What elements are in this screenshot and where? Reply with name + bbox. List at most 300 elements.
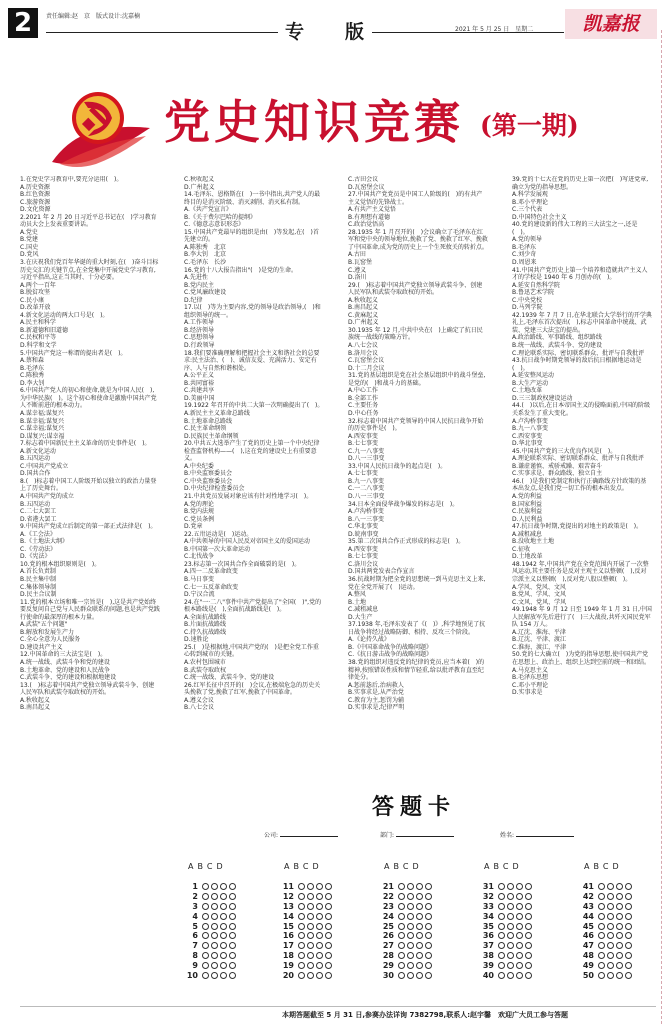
- question-option: C.共建共享: [184, 387, 215, 395]
- answer-bubble[interactable]: [507, 962, 514, 969]
- answer-bubble[interactable]: [425, 883, 432, 890]
- answer-number: 11: [282, 882, 294, 891]
- answer-bubble[interactable]: [229, 893, 236, 900]
- question-option: C.民主革命纲领: [184, 425, 227, 433]
- question-option: C.武装斗争、党的建设和根据地建设: [20, 674, 117, 682]
- answer-bubble[interactable]: [498, 932, 505, 939]
- question-option: D.实事求是,纪律严明: [348, 704, 405, 712]
- answer-bubble[interactable]: [598, 913, 605, 920]
- answer-bubble[interactable]: [616, 942, 623, 949]
- answer-bubble[interactable]: [607, 893, 614, 900]
- answer-bubble[interactable]: [229, 923, 236, 930]
- answer-bubble[interactable]: [616, 923, 623, 930]
- answer-bubble[interactable]: [425, 903, 432, 910]
- answer-bubble[interactable]: [425, 952, 432, 959]
- question-item: [348, 501, 488, 539]
- answer-bubble[interactable]: [607, 942, 614, 949]
- answer-bubble[interactable]: [298, 883, 305, 890]
- answer-bubble[interactable]: [202, 962, 209, 969]
- answer-bubble[interactable]: [525, 932, 532, 939]
- answer-bubble[interactable]: [407, 952, 414, 959]
- answer-bubble[interactable]: [416, 962, 423, 969]
- question-option: C.实事求是、群众路线、独立自主: [512, 470, 603, 478]
- answer-bubble[interactable]: [316, 942, 323, 949]
- answer-bubble[interactable]: [607, 903, 614, 910]
- question-item: [20, 651, 160, 681]
- question-option: C.《德意志意识形态》: [184, 221, 245, 229]
- question-option: A.党的利益: [512, 492, 542, 500]
- answer-bubble[interactable]: [525, 942, 532, 949]
- question-stem: 38.党的组织对违反党的纪律的党员,应当本着( )的精神,按照错误性质和情节轻重,给以批评教育直至纪律处分。: [348, 659, 485, 682]
- answer-bubble[interactable]: [220, 952, 227, 959]
- answer-bubble[interactable]: [398, 972, 405, 979]
- answer-bubble[interactable]: [625, 903, 632, 910]
- answer-bubble[interactable]: [507, 903, 514, 910]
- answer-bubble[interactable]: [316, 952, 323, 959]
- answer-bubble[interactable]: [202, 883, 209, 890]
- answer-bubble[interactable]: [607, 952, 614, 959]
- question-option: B.武装夺取政权: [184, 666, 227, 674]
- answer-bubble[interactable]: [325, 932, 332, 939]
- answer-bubble[interactable]: [425, 962, 432, 969]
- issue-date: 2021 年 5 月 25 日 星期二: [455, 26, 534, 33]
- question-stem: 18.我们要准确理解和把握社会主义和谐社会的总要求:民主法治、( )、诚信友爱、充满活力、安定有序、人与自然和谐相处。: [184, 349, 320, 372]
- answer-bubble[interactable]: [516, 893, 523, 900]
- answer-number: 18: [282, 951, 294, 961]
- question-stem: 6.中国共产党人的初心和使命,就是为中国人民( ),为中华民族( )。这个初心和使命是激励中国共产党人不断前进的根本动力。: [20, 387, 157, 410]
- answer-bubble[interactable]: [211, 932, 218, 939]
- answer-bubble[interactable]: [316, 932, 323, 939]
- answer-bubble[interactable]: [616, 883, 623, 890]
- question-option: D.八一三事变: [348, 492, 385, 500]
- answer-bubble[interactable]: [498, 913, 505, 920]
- question-item: [20, 259, 160, 312]
- answer-bubble[interactable]: [625, 962, 632, 969]
- answer-bubble[interactable]: [498, 903, 505, 910]
- answer-number: 16: [282, 931, 294, 941]
- answer-bubble[interactable]: [416, 913, 423, 920]
- footer-note: 本期答题截至 5 月 31 日,参赛办法详询 7382798,联系人:赵宇馨 欢迎广大员工参与答题: [282, 1011, 569, 1019]
- answer-bubble[interactable]: [298, 962, 305, 969]
- answer-bubble[interactable]: [616, 962, 623, 969]
- answer-bubble[interactable]: [407, 932, 414, 939]
- answer-bubble[interactable]: [616, 903, 623, 910]
- answer-bubble[interactable]: [525, 952, 532, 959]
- question-stem: 14.毛泽东、恩格斯在( )一书中指出,共产党人的最终目的是消灭阶级、消灭剥削、消灭私有制。: [184, 191, 321, 206]
- answer-bubble[interactable]: [425, 913, 432, 920]
- question-stem: 4.新文化运动的两大口号是( )。: [20, 311, 109, 319]
- question-option: C.七一五反革命政变: [184, 583, 239, 591]
- answer-bubble[interactable]: [607, 923, 614, 930]
- answer-bubble[interactable]: [525, 923, 532, 930]
- answer-bubble[interactable]: [425, 893, 432, 900]
- answer-bubble[interactable]: [616, 893, 623, 900]
- answer-bubble[interactable]: [625, 883, 632, 890]
- question-item: [20, 478, 160, 523]
- question-option: A.整风: [348, 591, 366, 599]
- answer-bubble[interactable]: [325, 962, 332, 969]
- answer-bubble[interactable]: [298, 913, 305, 920]
- editor-credit: 责任编辑:赵 京 版式设计:沈嘉楠: [46, 13, 141, 20]
- answer-bubble[interactable]: [416, 932, 423, 939]
- answer-bubble[interactable]: [525, 962, 532, 969]
- answer-bubble[interactable]: [325, 903, 332, 910]
- answer-bubble[interactable]: [325, 942, 332, 949]
- answer-bubble[interactable]: [625, 932, 632, 939]
- answer-bubble[interactable]: [507, 893, 514, 900]
- answer-bubble[interactable]: [211, 952, 218, 959]
- question-option: B.土地革命总路线: [184, 417, 233, 425]
- answer-bubble[interactable]: [202, 923, 209, 930]
- answer-bubble[interactable]: [211, 913, 218, 920]
- answer-row: [472, 912, 558, 922]
- answer-bubble[interactable]: [398, 962, 405, 969]
- answer-bubble[interactable]: [316, 903, 323, 910]
- answer-bubble[interactable]: [220, 942, 227, 949]
- answer-bubble[interactable]: [316, 962, 323, 969]
- answer-bubble[interactable]: [498, 962, 505, 969]
- answer-bubble[interactable]: [625, 893, 632, 900]
- answer-bubble[interactable]: [220, 923, 227, 930]
- question-item: [512, 221, 652, 266]
- answer-number: 3: [192, 901, 198, 911]
- question-option: C.《劳动法》: [20, 545, 57, 553]
- question-item: [512, 357, 652, 402]
- answer-bubble[interactable]: [516, 972, 523, 979]
- question-item: [512, 478, 652, 523]
- answer-bubble[interactable]: [211, 942, 218, 949]
- question-option: B.片面抗战路线: [184, 621, 227, 629]
- answer-bubble[interactable]: [307, 883, 314, 890]
- answer-bubble[interactable]: [516, 883, 523, 890]
- question-option: B.五四运动: [20, 500, 51, 508]
- answer-bubble[interactable]: [325, 883, 332, 890]
- question-option: B.共同富裕: [184, 379, 215, 387]
- answer-bubble[interactable]: [398, 942, 405, 949]
- question-option: D.国共合作: [20, 470, 51, 478]
- answer-row: [472, 961, 558, 971]
- question-item: [20, 440, 160, 478]
- question-item: [512, 176, 652, 221]
- answer-row: [176, 892, 262, 902]
- answer-bubble[interactable]: [229, 952, 236, 959]
- question-item: [348, 659, 488, 712]
- answer-bubble[interactable]: [316, 883, 323, 890]
- answer-row: [176, 931, 262, 941]
- answer-row: [572, 951, 658, 961]
- question-option: D.实事求是: [512, 689, 543, 697]
- choice-letter: A: [484, 862, 494, 871]
- answer-row: [472, 902, 558, 912]
- answer-bubble[interactable]: [516, 942, 523, 949]
- answer-bubble[interactable]: [398, 913, 405, 920]
- answer-bubble[interactable]: [516, 932, 523, 939]
- answer-bubble[interactable]: [507, 923, 514, 930]
- answer-bubble[interactable]: [307, 932, 314, 939]
- answer-row: [572, 931, 658, 941]
- answer-row: [472, 922, 558, 932]
- answer-bubble[interactable]: [398, 932, 405, 939]
- company-field[interactable]: [264, 830, 338, 839]
- answer-bubble[interactable]: [325, 923, 332, 930]
- answer-bubble[interactable]: [616, 972, 623, 979]
- answer-number: 13: [282, 901, 294, 911]
- answer-bubble[interactable]: [316, 893, 323, 900]
- answer-bubble[interactable]: [307, 903, 314, 910]
- answer-bubble[interactable]: [307, 942, 314, 949]
- answer-bubble[interactable]: [407, 893, 414, 900]
- answer-bubble[interactable]: [598, 942, 605, 949]
- question-option: C.中央监察委员会: [184, 477, 233, 485]
- answer-bubble[interactable]: [220, 972, 227, 979]
- answer-bubble[interactable]: [607, 962, 614, 969]
- answer-bubble[interactable]: [325, 952, 332, 959]
- answer-bubble[interactable]: [616, 932, 623, 939]
- question-item: [512, 267, 652, 312]
- answer-bubble[interactable]: [202, 942, 209, 949]
- answer-bubble[interactable]: [307, 893, 314, 900]
- answer-bubble[interactable]: [498, 942, 505, 949]
- answer-bubble[interactable]: [211, 923, 218, 930]
- answer-bubble[interactable]: [607, 972, 614, 979]
- answer-number: 30: [382, 971, 394, 981]
- answer-bubble[interactable]: [398, 952, 405, 959]
- question-option: D.纪律: [184, 296, 203, 304]
- company-blank[interactable]: [280, 831, 338, 837]
- answer-bubble[interactable]: [316, 923, 323, 930]
- answer-row: [572, 922, 658, 932]
- answer-bubble[interactable]: [211, 893, 218, 900]
- answer-bubble[interactable]: [507, 952, 514, 959]
- answer-bubble[interactable]: [398, 893, 405, 900]
- department-field[interactable]: [380, 830, 454, 839]
- answer-number: 34: [482, 911, 494, 921]
- answer-bubble[interactable]: [202, 972, 209, 979]
- question-stem: 1.在党史学习教育中,要充分运用( )。: [20, 176, 123, 183]
- answer-bubble[interactable]: [298, 972, 305, 979]
- answer-bubble[interactable]: [425, 972, 432, 979]
- answer-bubble[interactable]: [202, 903, 209, 910]
- answer-bubble[interactable]: [202, 932, 209, 939]
- answer-bubble[interactable]: [298, 923, 305, 930]
- question-option: A.马克思主义: [512, 666, 548, 674]
- answer-bubble[interactable]: [407, 942, 414, 949]
- answer-bubble[interactable]: [625, 972, 632, 979]
- answer-bubble[interactable]: [516, 913, 523, 920]
- answer-bubble[interactable]: [598, 932, 605, 939]
- answer-bubble[interactable]: [229, 932, 236, 939]
- answer-bubble[interactable]: [625, 952, 632, 959]
- answer-row: [472, 951, 558, 961]
- answer-bubble[interactable]: [220, 932, 227, 939]
- answer-number: 4: [192, 911, 198, 921]
- answer-bubble[interactable]: [229, 913, 236, 920]
- answer-bubble[interactable]: [525, 883, 532, 890]
- question-option: A.西安事变: [348, 432, 378, 440]
- answer-bubble[interactable]: [425, 932, 432, 939]
- answer-bubble[interactable]: [398, 883, 405, 890]
- question-option: C.党风廉政建设: [184, 289, 227, 297]
- answer-bubble[interactable]: [316, 972, 323, 979]
- answer-number: 40: [482, 971, 494, 981]
- answer-bubble[interactable]: [229, 972, 236, 979]
- answer-bubble[interactable]: [407, 972, 414, 979]
- answer-bubble[interactable]: [307, 962, 314, 969]
- question-item: [348, 372, 488, 417]
- question-option: C.谋幸福;谋复兴: [20, 425, 65, 433]
- question-option: A.工作领导: [184, 319, 214, 327]
- question-option: D.大生产: [348, 613, 373, 621]
- answer-bubble[interactable]: [607, 883, 614, 890]
- question-option: C.全心全意为人民服务: [20, 636, 81, 644]
- answer-bubble[interactable]: [507, 942, 514, 949]
- answer-bubble[interactable]: [516, 923, 523, 930]
- answer-bubble[interactable]: [607, 913, 614, 920]
- question-option: A.西安事变: [348, 545, 378, 553]
- answer-bubble[interactable]: [325, 972, 332, 979]
- answer-bubble[interactable]: [407, 903, 414, 910]
- answer-bubble[interactable]: [507, 972, 514, 979]
- answer-bubble[interactable]: [416, 972, 423, 979]
- answer-bubble[interactable]: [202, 952, 209, 959]
- answer-bubble[interactable]: [598, 923, 605, 930]
- answer-bubble[interactable]: [398, 923, 405, 930]
- answer-bubble[interactable]: [516, 962, 523, 969]
- question-option: A.两个一百年: [20, 281, 56, 289]
- answer-bubble[interactable]: [416, 883, 423, 890]
- answer-bubble[interactable]: [498, 972, 505, 979]
- answer-bubble[interactable]: [398, 903, 405, 910]
- question-option: A.新民主主义革命总路线: [184, 409, 250, 417]
- answer-bubble[interactable]: [220, 913, 227, 920]
- question-stem: 37.1938 年,毛泽东发表了《( )》,科学地预见了抗日战争将经过战略防御、相持、反攻三个阶段。: [348, 621, 486, 636]
- name-field[interactable]: [500, 830, 574, 839]
- answer-bubble[interactable]: [425, 942, 432, 949]
- answer-bubble[interactable]: [307, 952, 314, 959]
- answer-bubble[interactable]: [616, 913, 623, 920]
- answer-bubble[interactable]: [516, 903, 523, 910]
- department-blank[interactable]: [396, 831, 454, 837]
- answer-bubble[interactable]: [202, 893, 209, 900]
- answer-bubble[interactable]: [407, 923, 414, 930]
- answer-bubble[interactable]: [625, 923, 632, 930]
- question-option: C.土地改革: [512, 387, 543, 395]
- question-item: [184, 644, 324, 682]
- answer-bubble[interactable]: [507, 913, 514, 920]
- question-option: D.华北事变: [512, 440, 543, 448]
- answer-bubble[interactable]: [507, 932, 514, 939]
- answer-row: [572, 892, 658, 902]
- answer-bubble[interactable]: [625, 913, 632, 920]
- answer-bubble[interactable]: [229, 942, 236, 949]
- answer-bubble[interactable]: [220, 903, 227, 910]
- choice-header: [176, 862, 262, 874]
- question-option: A.七七事变: [348, 470, 378, 478]
- answer-bubble[interactable]: [211, 903, 218, 910]
- question-option: A.统一战线、武装斗争和党的建设: [20, 659, 110, 666]
- answer-bubble[interactable]: [298, 893, 305, 900]
- choice-letter: B: [593, 862, 603, 871]
- question-stem: 39.党的十七大在党的历史上第一次把( )写进党章,确立为党的指导思想。: [512, 176, 649, 191]
- answer-bubble[interactable]: [307, 923, 314, 930]
- answer-bubble[interactable]: [229, 883, 236, 890]
- question-option: A.党史: [20, 228, 38, 236]
- question-item: [20, 599, 160, 652]
- answer-bubble[interactable]: [598, 893, 605, 900]
- answer-bubble[interactable]: [598, 883, 605, 890]
- answer-bubble[interactable]: [416, 952, 423, 959]
- answer-bubble[interactable]: [407, 913, 414, 920]
- answer-bubble[interactable]: [598, 962, 605, 969]
- answer-bubble[interactable]: [407, 883, 414, 890]
- answer-number: 27: [382, 941, 394, 951]
- question-option: C.陈独秀: [20, 372, 45, 380]
- answer-bubble[interactable]: [211, 883, 218, 890]
- answer-bubble[interactable]: [202, 913, 209, 920]
- question-item: [20, 312, 160, 350]
- answer-bubble[interactable]: [211, 962, 218, 969]
- answer-bubble[interactable]: [316, 913, 323, 920]
- answer-bubble[interactable]: [598, 952, 605, 959]
- question-option: D.党风: [20, 251, 39, 259]
- answer-bubble[interactable]: [498, 952, 505, 959]
- column-name-left: 专: [285, 21, 305, 43]
- answer-bubble[interactable]: [525, 972, 532, 979]
- answer-bubble[interactable]: [220, 893, 227, 900]
- answer-bubble[interactable]: [307, 913, 314, 920]
- question-option: B.全部工作: [348, 394, 379, 402]
- answer-bubble[interactable]: [407, 962, 414, 969]
- answer-row: [472, 882, 558, 892]
- answer-bubble[interactable]: [298, 952, 305, 959]
- answer-bubble[interactable]: [416, 893, 423, 900]
- answer-bubble[interactable]: [616, 952, 623, 959]
- answer-bubble[interactable]: [298, 942, 305, 949]
- answer-bubble[interactable]: [229, 903, 236, 910]
- answer-bubble[interactable]: [307, 972, 314, 979]
- answer-bubble[interactable]: [525, 893, 532, 900]
- answer-bubble[interactable]: [425, 923, 432, 930]
- answer-bubble[interactable]: [516, 952, 523, 959]
- answer-bubble[interactable]: [220, 962, 227, 969]
- answer-bubble[interactable]: [525, 903, 532, 910]
- name-blank[interactable]: [516, 831, 574, 837]
- answer-bubble[interactable]: [598, 972, 605, 979]
- answer-bubble[interactable]: [598, 903, 605, 910]
- answer-row: [372, 912, 458, 922]
- answer-bubble[interactable]: [498, 883, 505, 890]
- answer-bubble[interactable]: [298, 903, 305, 910]
- answer-bubble[interactable]: [607, 932, 614, 939]
- answer-bubble[interactable]: [416, 923, 423, 930]
- answer-bubble[interactable]: [625, 942, 632, 949]
- answer-bubble[interactable]: [325, 913, 332, 920]
- question-stem: 45.中国共产党的三大优良作风是( )。: [512, 447, 617, 455]
- answer-bubble[interactable]: [298, 932, 305, 939]
- answer-bubble[interactable]: [325, 893, 332, 900]
- answer-bubble[interactable]: [498, 923, 505, 930]
- answer-bubble[interactable]: [507, 883, 514, 890]
- answer-number: 48: [582, 951, 594, 961]
- answer-bubble[interactable]: [416, 942, 423, 949]
- answer-bubble[interactable]: [498, 893, 505, 900]
- answer-bubble[interactable]: [416, 903, 423, 910]
- answer-bubble[interactable]: [229, 962, 236, 969]
- answer-bubble[interactable]: [220, 883, 227, 890]
- answer-bubble[interactable]: [525, 913, 532, 920]
- answer-bubble[interactable]: [211, 972, 218, 979]
- answer-row: [372, 922, 458, 932]
